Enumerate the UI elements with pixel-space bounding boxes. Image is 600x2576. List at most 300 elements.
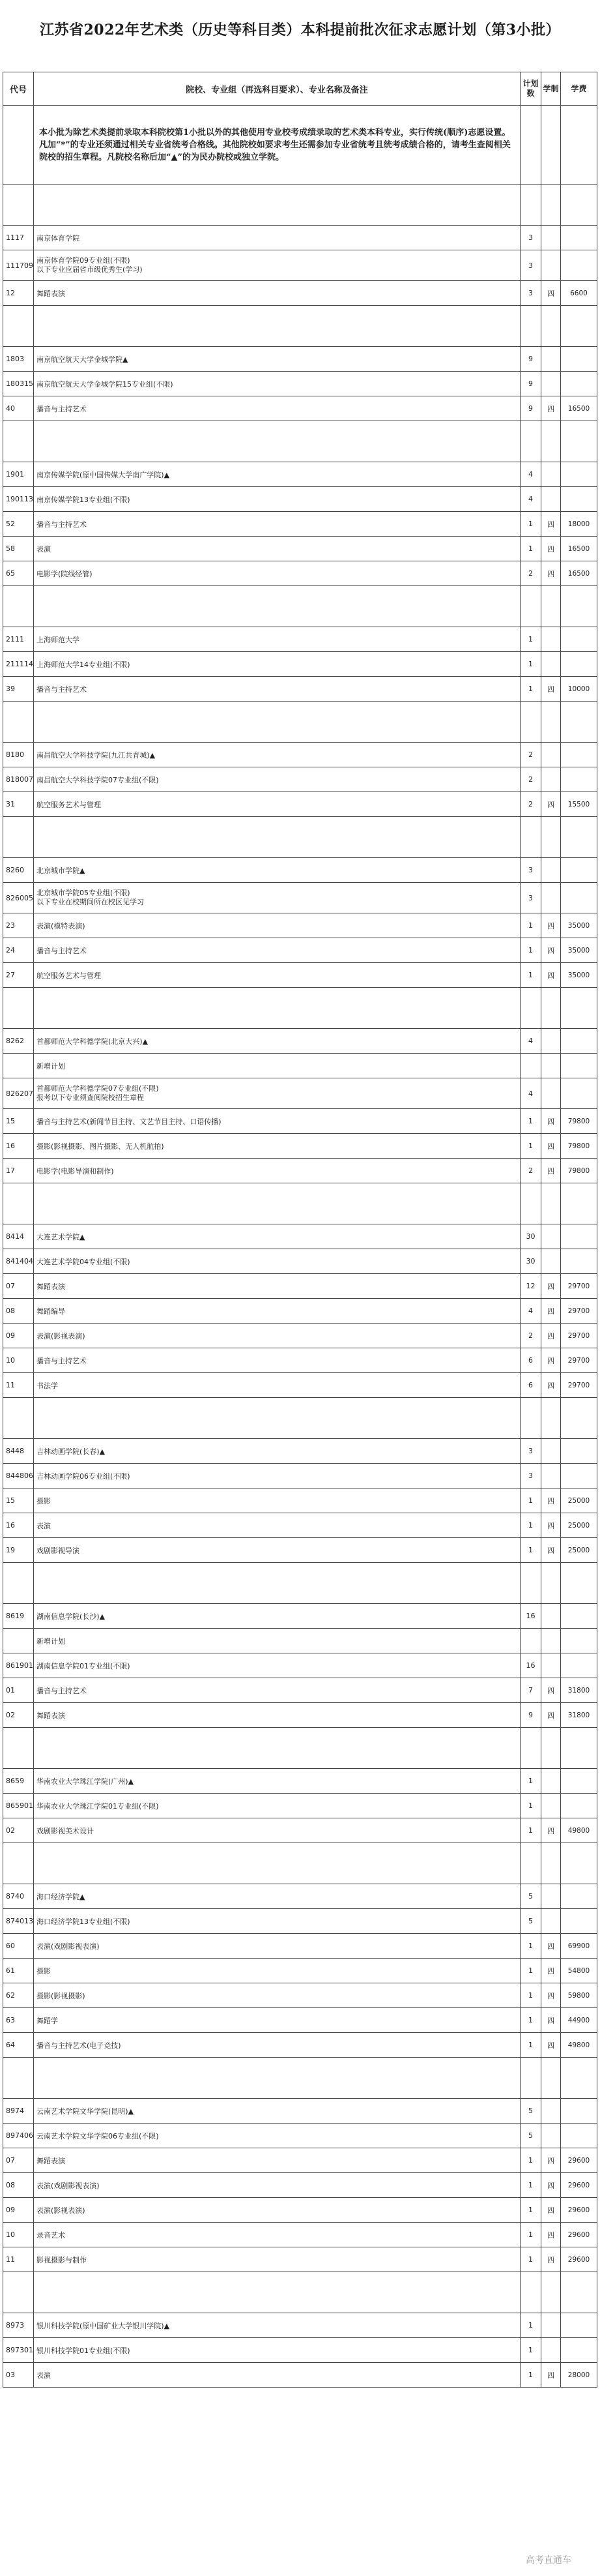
spacer-row — [3, 1728, 597, 1769]
row-code: 08 — [3, 2173, 34, 2198]
row-fee — [561, 627, 597, 652]
row-plan: 4 — [521, 462, 541, 487]
table-row — [3, 2338, 597, 2363]
row-fee — [561, 2338, 597, 2363]
table-row — [3, 1464, 597, 1488]
row-fee — [561, 767, 597, 792]
row-fee — [561, 883, 597, 913]
note-text: 本小批为除艺术类提前录取本科院校第1小批以外的其他使用专业校考成绩录取的艺术类本科专业，实行传统(顺序)志愿设置。凡加“*”的专业还须通过相关专业省统考合格线。其他院校如要求考生还需参加专业省统考且统考成绩合格的，请考生查阅相关院校的招生章程。凡院校名称后加“▲”的为民办院校或独立学院。 — [34, 106, 521, 185]
header-fee: 学费 — [561, 72, 597, 106]
row-plan: 1 — [521, 537, 541, 561]
table-row — [3, 1373, 597, 1398]
row-sys: 四 — [541, 1703, 561, 1728]
table-row — [3, 1274, 597, 1299]
row-sys — [541, 1249, 561, 1274]
row-code: 8659 — [3, 1769, 34, 1794]
spacer-row — [3, 2272, 597, 2313]
row-code: 818007 — [3, 767, 34, 792]
header-code: 代号 — [3, 72, 34, 106]
row-sys — [541, 1224, 561, 1249]
row-sys — [541, 1884, 561, 1909]
row-fee: 29700 — [561, 1299, 597, 1324]
row-code: 19 — [3, 1538, 34, 1563]
row-fee: 29700 — [561, 1348, 597, 1373]
row-code: 03 — [3, 2363, 34, 2388]
row-name: 播音与主持艺术 — [34, 512, 521, 537]
row-fee: 49800 — [561, 1818, 597, 1843]
row-fee — [561, 743, 597, 767]
row-name: 表演 — [34, 2363, 521, 2388]
row-sys: 四 — [541, 1159, 561, 1183]
row-code: 826005 — [3, 883, 34, 913]
row-plan: 5 — [521, 1884, 541, 1909]
row-plan: 1 — [521, 938, 541, 963]
spacer-row — [3, 702, 597, 743]
row-plan: 3 — [521, 1464, 541, 1488]
row-plan: 6 — [521, 1373, 541, 1398]
row-sys: 四 — [541, 1513, 561, 1538]
row-name: 播音与主持艺术(电子竞技) — [34, 2033, 521, 2058]
row-name: 电影学(院线经管) — [34, 561, 521, 586]
table-row — [3, 1513, 597, 1538]
row-plan: 16 — [521, 1604, 541, 1629]
row-name: 南京体育学院 — [34, 226, 521, 250]
row-sys: 四 — [541, 1373, 561, 1398]
row-plan: 1 — [521, 2198, 541, 2223]
table-row — [3, 2247, 597, 2272]
table-row — [3, 537, 597, 561]
table-row — [3, 883, 597, 913]
row-name: 大连艺术学院04专业组(不限) — [34, 1249, 521, 1274]
table-row — [3, 512, 597, 537]
row-fee: 29700 — [561, 1324, 597, 1348]
row-name: 首都师范大学科德学院07专业组(不限) 报考以下专业须查阅院校招生章程 — [34, 1078, 521, 1109]
table-row — [3, 2033, 597, 2058]
row-plan: 3 — [521, 250, 541, 281]
row-sys: 四 — [541, 1983, 561, 2008]
table-row — [3, 1884, 597, 1909]
row-code: 8448 — [3, 1439, 34, 1464]
row-plan: 4 — [521, 487, 541, 512]
table-row — [3, 1029, 597, 1054]
row-code: 60 — [3, 1934, 34, 1959]
table-row — [3, 281, 597, 306]
row-sys — [541, 1054, 561, 1078]
row-fee: 18000 — [561, 512, 597, 537]
row-fee — [561, 372, 597, 396]
table-row — [3, 347, 597, 372]
row-fee: 79800 — [561, 1109, 597, 1134]
row-code: 52 — [3, 512, 34, 537]
row-code: 39 — [3, 677, 34, 702]
row-name: 新增计划 — [34, 1629, 521, 1653]
row-plan: 3 — [521, 1439, 541, 1464]
row-plan: 1 — [521, 652, 541, 677]
page-title: 江苏省2022年艺术类（历史等科目类）本科提前批次征求志愿计划（第3小批） — [39, 21, 561, 38]
row-name: 影视摄影与制作 — [34, 2247, 521, 2272]
row-name: 上海师范大学14专业组(不限) — [34, 652, 521, 677]
row-name: 播音与主持艺术 — [34, 1678, 521, 1703]
row-sys: 四 — [541, 963, 561, 988]
row-sys: 四 — [541, 537, 561, 561]
table-row — [3, 250, 597, 281]
row-fee: 29600 — [561, 2148, 597, 2173]
row-plan: 1 — [521, 2247, 541, 2272]
row-sys — [541, 1769, 561, 1794]
row-fee: 79800 — [561, 1159, 597, 1183]
row-fee: 28000 — [561, 2363, 597, 2388]
row-name: 银川科技学院01专业组(不限) — [34, 2338, 521, 2363]
table-row — [3, 1054, 597, 1078]
row-plan: 2 — [521, 743, 541, 767]
table-row — [3, 2148, 597, 2173]
row-plan: 2 — [521, 561, 541, 586]
row-sys — [541, 767, 561, 792]
spacer-row — [3, 1843, 597, 1884]
row-name: 播音与主持艺术 — [34, 677, 521, 702]
row-name: 舞蹈表演 — [34, 2148, 521, 2173]
row-plan: 9 — [521, 1703, 541, 1728]
row-name: 华南农业大学珠江学院(广州)▲ — [34, 1769, 521, 1794]
table-row — [3, 1769, 597, 1794]
row-sys: 四 — [541, 2247, 561, 2272]
row-sys: 四 — [541, 792, 561, 817]
table-row — [3, 1703, 597, 1728]
table-row — [3, 2198, 597, 2223]
row-code: 31 — [3, 792, 34, 817]
row-plan: 1 — [521, 512, 541, 537]
spacer-row — [3, 2058, 597, 2099]
row-plan: 1 — [521, 2008, 541, 2033]
row-plan: 1 — [521, 2313, 541, 2338]
row-code: 02 — [3, 1818, 34, 1843]
row-name: 表演(模特表演) — [34, 913, 521, 938]
table-row — [3, 1678, 597, 1703]
row-sys: 四 — [541, 1818, 561, 1843]
row-name: 南京航空航天大学金城学院15专业组(不限) — [34, 372, 521, 396]
table-row — [3, 1224, 597, 1249]
row-plan: 3 — [521, 883, 541, 913]
row-plan: 16 — [521, 1653, 541, 1678]
row-plan: 1 — [521, 627, 541, 652]
row-name: 舞蹈表演 — [34, 1274, 521, 1299]
row-fee: 29600 — [561, 2223, 597, 2247]
row-code: 865901 — [3, 1794, 34, 1818]
row-plan: 1 — [521, 1794, 541, 1818]
row-code: 07 — [3, 1274, 34, 1299]
row-sys: 四 — [541, 2008, 561, 2033]
row-code: 844806 — [3, 1464, 34, 1488]
row-name: 戏剧影视导演 — [34, 1538, 521, 1563]
row-code: 1901 — [3, 462, 34, 487]
row-code: 16 — [3, 1134, 34, 1159]
row-code: 180315 — [3, 372, 34, 396]
row-plan: 12 — [521, 1274, 541, 1299]
row-name: 吉林动画学院(长春)▲ — [34, 1439, 521, 1464]
row-code: 8260 — [3, 858, 34, 883]
row-fee — [561, 487, 597, 512]
row-code: 40 — [3, 396, 34, 421]
row-sys — [541, 743, 561, 767]
row-name: 海口经济学院13专业组(不限) — [34, 1909, 521, 1934]
table-row — [3, 963, 597, 988]
row-fee: 29600 — [561, 2198, 597, 2223]
spacer-row — [3, 1563, 597, 1604]
row-code: 07 — [3, 2148, 34, 2173]
row-plan: 3 — [521, 281, 541, 306]
row-plan: 2 — [521, 1159, 541, 1183]
row-name: 播音与主持艺术 — [34, 1348, 521, 1373]
table-row — [3, 462, 597, 487]
row-name: 海口经济学院▲ — [34, 1884, 521, 1909]
row-code: 02 — [3, 1703, 34, 1728]
row-code: 826207 — [3, 1078, 34, 1109]
row-fee — [561, 1653, 597, 1678]
row-fee — [561, 1224, 597, 1249]
row-code: 1803 — [3, 347, 34, 372]
row-plan: 4 — [521, 1029, 541, 1054]
row-sys: 四 — [541, 1299, 561, 1324]
row-plan: 1 — [521, 1983, 541, 2008]
row-code: 09 — [3, 1324, 34, 1348]
row-sys: 四 — [541, 2148, 561, 2173]
row-fee: 35000 — [561, 938, 597, 963]
row-plan: 2 — [521, 767, 541, 792]
row-fee — [561, 1439, 597, 1464]
row-plan: 9 — [521, 396, 541, 421]
table-row — [3, 913, 597, 938]
row-sys — [541, 1464, 561, 1488]
row-fee: 25000 — [561, 1488, 597, 1513]
header-sys: 学制 — [541, 72, 561, 106]
row-name: 南京传媒学院(原中国传媒大学南广学院)▲ — [34, 462, 521, 487]
row-name: 新增计划 — [34, 1054, 521, 1078]
row-code: 12 — [3, 281, 34, 306]
spacer-row — [3, 586, 597, 627]
table-row — [3, 1909, 597, 1934]
row-plan: 1 — [521, 1488, 541, 1513]
row-plan: 2 — [521, 792, 541, 817]
row-name: 上海师范大学 — [34, 627, 521, 652]
row-sys — [541, 858, 561, 883]
row-code: 211114 — [3, 652, 34, 677]
row-fee: 69900 — [561, 1934, 597, 1959]
row-name: 戏剧影视美术设计 — [34, 1818, 521, 1843]
table-row — [3, 938, 597, 963]
row-code: 58 — [3, 537, 34, 561]
row-fee — [561, 347, 597, 372]
row-code — [3, 1629, 34, 1653]
table-row — [3, 1818, 597, 1843]
table-row — [3, 226, 597, 250]
row-fee: 31800 — [561, 1703, 597, 1728]
row-code: 8974 — [3, 2099, 34, 2124]
row-name: 吉林动画学院06专业组(不限) — [34, 1464, 521, 1488]
row-fee — [561, 1909, 597, 1934]
row-name: 摄影(影视摄影、图片摄影、无人机航拍) — [34, 1134, 521, 1159]
row-fee: 29600 — [561, 2173, 597, 2198]
table-row — [3, 2223, 597, 2247]
row-name: 表演(影视表演) — [34, 2198, 521, 2223]
row-sys: 四 — [541, 396, 561, 421]
row-sys: 四 — [541, 1109, 561, 1134]
row-plan: 2 — [521, 1324, 541, 1348]
row-name: 舞蹈学 — [34, 2008, 521, 2033]
row-sys — [541, 1439, 561, 1464]
table-row — [3, 2099, 597, 2124]
row-sys: 四 — [541, 1324, 561, 1348]
row-name: 银川科技学院(原中国矿业大学银川学院)▲ — [34, 2313, 521, 2338]
row-sys: 四 — [541, 1134, 561, 1159]
row-sys: 四 — [541, 281, 561, 306]
row-code: 09 — [3, 2198, 34, 2223]
row-fee: 31800 — [561, 1678, 597, 1703]
row-fee: 16500 — [561, 561, 597, 586]
row-code — [3, 1054, 34, 1078]
row-sys — [541, 250, 561, 281]
row-code: 16 — [3, 1513, 34, 1538]
row-code: 8414 — [3, 1224, 34, 1249]
row-sys: 四 — [541, 2198, 561, 2223]
row-name: 南京航空航天大学金城学院▲ — [34, 347, 521, 372]
row-fee: 54800 — [561, 1959, 597, 1983]
row-plan: 1 — [521, 1513, 541, 1538]
table-row — [3, 627, 597, 652]
row-sys: 四 — [541, 512, 561, 537]
row-plan: 1 — [521, 677, 541, 702]
row-plan: 1 — [521, 1109, 541, 1134]
row-code: 841404 — [3, 1249, 34, 1274]
row-sys — [541, 1653, 561, 1678]
row-fee — [561, 1054, 597, 1078]
row-code: 10 — [3, 2223, 34, 2247]
row-fee — [561, 1884, 597, 1909]
table-row — [3, 743, 597, 767]
plan-table — [3, 72, 597, 2388]
row-code: 897301 — [3, 2338, 34, 2363]
table-row — [3, 561, 597, 586]
row-code: 897406 — [3, 2124, 34, 2148]
row-fee: 59800 — [561, 1983, 597, 2008]
row-fee — [561, 1249, 597, 1274]
row-code: 8973 — [3, 2313, 34, 2338]
table-row — [3, 858, 597, 883]
row-plan: 1 — [521, 1959, 541, 1983]
spacer-row — [3, 1398, 597, 1439]
row-sys: 四 — [541, 2173, 561, 2198]
row-name: 电影学(电影导演和制作) — [34, 1159, 521, 1183]
row-code: 861901 — [3, 1653, 34, 1678]
row-fee — [561, 1769, 597, 1794]
row-sys: 四 — [541, 2223, 561, 2247]
row-fee: 29600 — [561, 2247, 597, 2272]
row-code: 15 — [3, 1488, 34, 1513]
row-sys: 四 — [541, 1348, 561, 1373]
row-sys — [541, 487, 561, 512]
row-name: 首都师范大学科德学院(北京大兴)▲ — [34, 1029, 521, 1054]
row-plan: 1 — [521, 1134, 541, 1159]
row-plan: 30 — [521, 1249, 541, 1274]
row-fee: 29700 — [561, 1373, 597, 1398]
row-sys — [541, 1629, 561, 1653]
row-code: 11 — [3, 1373, 34, 1398]
row-name: 摄影(影视摄影) — [34, 1983, 521, 2008]
row-fee: 79800 — [561, 1134, 597, 1159]
spacer-row — [3, 421, 597, 462]
table-row — [3, 1109, 597, 1134]
spacer-row — [3, 988, 597, 1029]
row-code: 8262 — [3, 1029, 34, 1054]
row-name: 摄影 — [34, 1959, 521, 1983]
row-fee — [561, 1794, 597, 1818]
row-sys: 四 — [541, 677, 561, 702]
row-plan: 1 — [521, 2363, 541, 2388]
spacer-row — [3, 185, 597, 226]
row-name: 表演(戏剧影视表演) — [34, 2173, 521, 2198]
row-code: 8619 — [3, 1604, 34, 1629]
row-plan: 1 — [521, 1934, 541, 1959]
row-name: 北京城市学院05专业组(不限) 以下专业在校期间所在校区见学习 — [34, 883, 521, 913]
row-fee: 10000 — [561, 677, 597, 702]
row-plan: 1 — [521, 2033, 541, 2058]
row-sys: 四 — [541, 1678, 561, 1703]
row-code: 15 — [3, 1109, 34, 1134]
table-row — [3, 652, 597, 677]
row-fee — [561, 1629, 597, 1653]
row-code: 8180 — [3, 743, 34, 767]
row-code: 63 — [3, 2008, 34, 2033]
row-sys: 四 — [541, 1488, 561, 1513]
row-sys — [541, 627, 561, 652]
table-row — [3, 1604, 597, 1629]
row-plan: 1 — [521, 963, 541, 988]
row-plan: 9 — [521, 347, 541, 372]
row-code: 08 — [3, 1299, 34, 1324]
header-plan: 计划数 — [521, 72, 541, 106]
row-sys: 四 — [541, 913, 561, 938]
row-name: 表演(戏剧影视表演) — [34, 1934, 521, 1959]
row-plan: 1 — [521, 1538, 541, 1563]
row-name: 南京体育学院09专业组(不限) 以下专业应届省市级优秀生(学习) — [34, 250, 521, 281]
row-name: 北京城市学院▲ — [34, 858, 521, 883]
row-fee: 35000 — [561, 963, 597, 988]
row-code: 111709 — [3, 250, 34, 281]
row-plan: 1 — [521, 913, 541, 938]
row-sys — [541, 2338, 561, 2363]
row-name: 云南艺术学院文华学院06专业组(不限) — [34, 2124, 521, 2148]
row-code: 1117 — [3, 226, 34, 250]
row-sys — [541, 462, 561, 487]
row-sys: 四 — [541, 2033, 561, 2058]
table-row — [3, 1629, 597, 1653]
row-name: 播音与主持艺术(新闻节目主持、文艺节目主持、口语传播) — [34, 1109, 521, 1134]
table-row — [3, 1653, 597, 1678]
row-plan: 7 — [521, 1678, 541, 1703]
row-name: 表演 — [34, 1513, 521, 1538]
row-fee: 6600 — [561, 281, 597, 306]
table-row — [3, 2008, 597, 2033]
row-sys — [541, 2099, 561, 2124]
row-code: 62 — [3, 1983, 34, 2008]
row-plan: 1 — [521, 2338, 541, 2363]
row-name: 书法学 — [34, 1373, 521, 1398]
table-row — [3, 487, 597, 512]
table-row — [3, 677, 597, 702]
table-row — [3, 1983, 597, 2008]
table-row — [3, 1159, 597, 1183]
table-header — [3, 72, 597, 106]
row-sys — [541, 347, 561, 372]
